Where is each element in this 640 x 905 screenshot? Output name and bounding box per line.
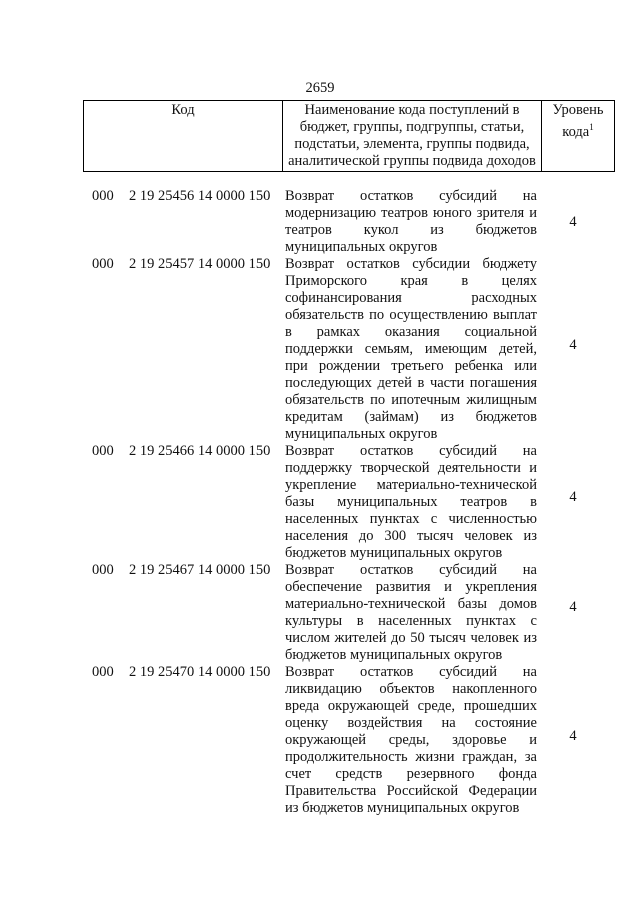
code-level: 4 [569,337,577,353]
table-row [0,256,640,443]
admin-code: 000 [92,256,114,272]
header-level-footnote: 1 [589,122,594,132]
admin-code: 000 [92,562,114,578]
header-row [84,101,615,172]
revenue-name: Возврат остатков субсидий на ликвидацию объектов накопленного вреда окружающей среде, прошедших оценку воздействия на состояние окружающей среды, здоровье и продолжительность жизни граждан, за счет средств резервного фонда Правительства Российской Федерации из бюджетов муниципальных округов [285,664,537,816]
table-row [0,443,640,562]
table-row [0,188,640,256]
table-row [0,664,640,817]
admin-code: 000 [92,188,114,204]
admin-code: 000 [92,664,114,680]
header-table [83,100,615,172]
revenue-name: Возврат остатков субсидии бюджету Приморского края в целях софинансирования расходных обязательств по осуществлению выплат в рамках оказания социальной поддержки семьям, имеющим детей, при рождении третьего ребенка или последующих детей в части погашения обязательств по ипотечным жилищным кредитам (займам) из бюджетов муниципальных округов [285,256,537,442]
header-code: Код [84,101,283,172]
code-level: 4 [569,489,577,505]
revenue-code: 2 19 25456 14 0000 150 [129,188,271,204]
admin-code: 000 [92,443,114,459]
code-level: 4 [569,728,577,744]
page-number: 2659 [305,80,335,96]
header-level-label: Уровень кода [552,102,604,140]
header-name: Наименование кода поступлений в бюджет, группы, подгруппы, статьи, подстатьи, элемента, группы подвида, аналитической группы подвида доходов [283,101,542,172]
code-level: 4 [569,214,577,230]
header-level [542,101,615,172]
revenue-code: 2 19 25470 14 0000 150 [129,664,271,680]
revenue-code: 2 19 25457 14 0000 150 [129,256,271,272]
revenue-code: 2 19 25467 14 0000 150 [129,562,271,578]
code-level: 4 [569,599,577,615]
code-list [0,188,640,817]
revenue-name: Возврат остатков субсидий на поддержку творческой деятельности и укрепление материально-технической базы муниципальных театров в населенных пунктах с численностью населения до 300 тысяч человек из бюджетов муниципальных округов [285,443,537,561]
revenue-code: 2 19 25466 14 0000 150 [129,443,271,459]
table-row [0,562,640,664]
revenue-name: Возврат остатков субсидий на обеспечение развития и укрепления материально-технической базы домов культуры в населенных пунктах с числом жителей до 50 тысяч человек из бюджетов муниципальных округов [285,562,537,663]
revenue-name: Возврат остатков субсидий на модернизацию театров юного зрителя и театров кукол из бюджетов муниципальных округов [285,188,537,255]
